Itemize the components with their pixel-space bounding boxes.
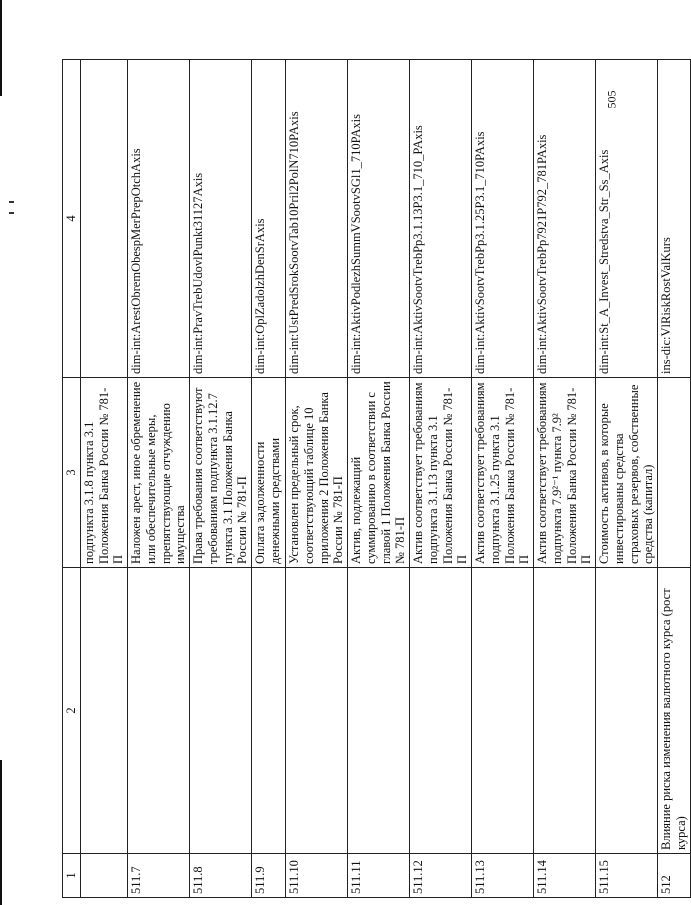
row-name	[348, 568, 410, 854]
row-axis: dim-int:AktivSootvTrebPp7921P792_781PAxis	[534, 60, 596, 378]
scan-edge-line-top	[0, 0, 2, 96]
table-row	[658, 60, 691, 898]
row-description: Наложен арест, иное обременение или обеспечительные меры, препятствующие отчуждению имущества	[128, 378, 190, 568]
table-row	[534, 60, 596, 898]
column-number-1: 1	[63, 854, 81, 898]
row-code: 511.12	[410, 854, 472, 898]
column-number-3: 3	[63, 378, 81, 568]
row-name	[128, 568, 190, 854]
margin-mark	[9, 212, 14, 214]
table-row	[80, 60, 127, 898]
row-code: 511.10	[286, 854, 348, 898]
row-description: Актив, подлежащий суммированию в соответствии с главой 1 Положения Банка России № 781-П	[348, 378, 410, 568]
row-description	[658, 378, 691, 568]
row-axis: dim-int:AktivSootvTrebPp3.1.13P3.1_710_PAxis	[410, 60, 472, 378]
column-number-2: 2	[63, 568, 81, 854]
row-axis: dim-int:UstPredSrokSootvTab10Pril2PolN710PAxis	[286, 60, 348, 378]
row-description: Оплата задолженности денежными средствами	[252, 378, 286, 568]
table-header-row	[63, 60, 81, 898]
table-row	[190, 60, 252, 898]
table-row	[252, 60, 286, 898]
row-name	[190, 568, 252, 854]
scan-edge-line-bottom	[0, 760, 2, 905]
row-name	[472, 568, 534, 854]
row-axis	[80, 60, 127, 378]
row-description: Актив соответствует требованиям подпункта 3.1.25 пункта 3.1 Положения Банка России № 781-П	[472, 378, 534, 568]
margin-mark	[9, 201, 14, 203]
row-description: Актив соответствует требованиям подпункта 3.1.13 пункта 3.1 Положения Банка России № 781-П	[410, 378, 472, 568]
row-axis: dim-int:AktivPodlezhSummVSootvSGl1_710PAxis	[348, 60, 410, 378]
row-name	[534, 568, 596, 854]
row-axis: dim-int:PravTrebUdovlPunkt31127Axis	[190, 60, 252, 378]
table-row	[128, 60, 190, 898]
row-name	[410, 568, 472, 854]
row-description: Актив соответствует требованиям подпункта 7.9²⁻¹ пункта 7.9² Положения Банка России № 781-П	[534, 378, 596, 568]
row-axis: dim-int:AktivSootvTrebPp3.1.25P3.1_710PAxis	[472, 60, 534, 378]
row-description: подпункта 3.1.8 пункта 3.1 Положения Банка России № 781-П	[80, 378, 127, 568]
table-row	[348, 60, 410, 898]
row-description: Стоимость активов, в которые инвестированы средства страховых резервов, собственные средства (капитал)	[596, 378, 658, 568]
row-description: Права требования соответствуют требованиям подпункта 3.1.12.7 пункта 3.1 Положения Банка России № 781-П	[190, 378, 252, 568]
row-code: 511.8	[190, 854, 252, 898]
row-code: 512	[658, 854, 691, 898]
reference-table	[62, 59, 691, 898]
row-name	[286, 568, 348, 854]
row-axis: dim-int:ArestObremObespMerPrepOtchAxis	[128, 60, 190, 378]
row-axis: ins-dic:VlRiskRostValKurs	[658, 60, 691, 378]
row-axis: dim-int:St_A_Invest_Stredstva_Str_Ss_Axis	[596, 60, 658, 378]
row-code: 511.14	[534, 854, 596, 898]
row-code: 511.11	[348, 854, 410, 898]
row-code: 511.13	[472, 854, 534, 898]
row-code: 511.7	[128, 854, 190, 898]
page-number: 505	[604, 90, 619, 109]
row-code: 511.9	[252, 854, 286, 898]
table-row	[596, 60, 658, 898]
column-number-4: 4	[63, 60, 81, 378]
row-description: Установлен предельный срок, соответствующий таблице 10 приложения 2 Положения Банка России № 781-П	[286, 378, 348, 568]
table-row	[472, 60, 534, 898]
table-row	[286, 60, 348, 898]
row-name	[252, 568, 286, 854]
row-name	[80, 568, 127, 854]
row-code	[80, 854, 127, 898]
row-name: Влияние риска изменения валютного курса (рост курса)	[658, 568, 691, 854]
row-name	[596, 568, 658, 854]
row-code: 511.15	[596, 854, 658, 898]
table-row	[410, 60, 472, 898]
row-axis: dim-int:OplZadolzhDenSrAxis	[252, 60, 286, 378]
